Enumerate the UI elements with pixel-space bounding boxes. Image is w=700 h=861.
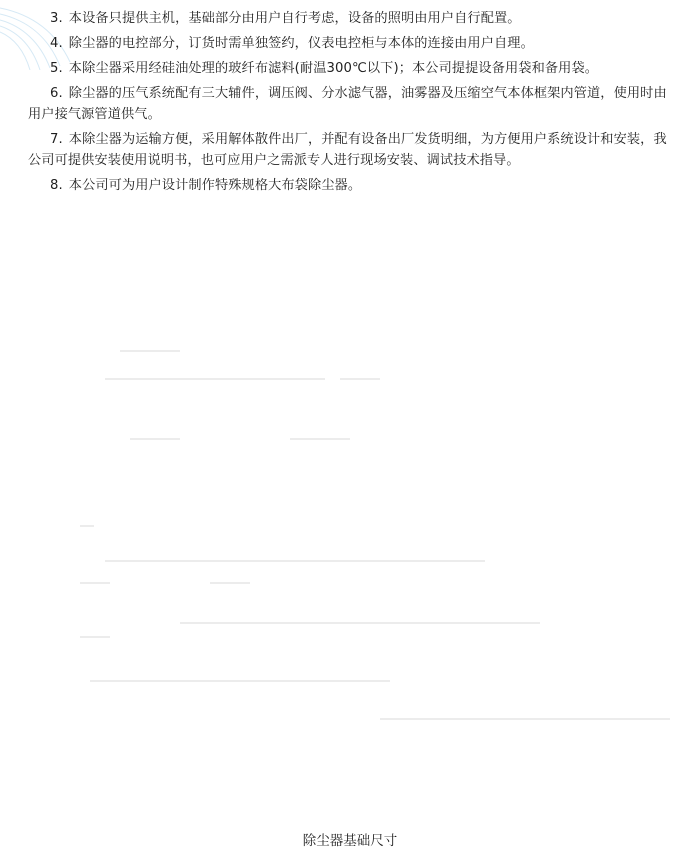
faint-line — [90, 680, 390, 682]
note-item — [28, 129, 678, 171]
faint-line — [105, 560, 485, 562]
note-item — [28, 175, 678, 196]
faint-line — [380, 718, 670, 720]
faint-line — [80, 582, 110, 584]
note-number: 8. — [50, 178, 63, 193]
note-number: 7. — [50, 132, 63, 147]
note-item — [28, 83, 678, 125]
faint-line — [80, 636, 110, 638]
note-text: 本除尘器采用经硅油处理的玻纤布滤料(耐温300℃以下)；本公司提提设备用袋和备用袋。 — [68, 61, 599, 76]
note-number: 4. — [50, 36, 63, 51]
note-item — [28, 8, 678, 29]
note-item — [28, 33, 678, 54]
note-item — [28, 58, 678, 79]
note-text: 本除尘器为运输方便，采用解体散件出厂，并配有设备出厂发货明细，为方便用户系统设计和安装，我公司可提供安装使用说明书，也可应用户之需派专人进行现场安装、调试技术指导。 — [28, 132, 667, 168]
faint-line — [290, 438, 350, 440]
note-text: 除尘器的压气系统配有三大辅件，调压阀、分水滤气器，油雾器及压缩空气本体框架内管道，使用时由用户接气源管道供气。 — [28, 86, 667, 122]
faint-line — [340, 378, 380, 380]
faint-line — [180, 622, 540, 624]
faded-foundation-drawing — [60, 320, 660, 800]
note-text: 本设备只提供主机，基础部分由用户自行考虑，设备的照明由用户自行配置。 — [68, 11, 521, 26]
figure-caption: 除尘器基础尺寸 — [302, 833, 398, 849]
notes-list — [28, 8, 678, 200]
note-text: 本公司可为用户设计制作特殊规格大布袋除尘器。 — [68, 178, 362, 193]
note-number: 6. — [50, 86, 63, 101]
note-text: 除尘器的电控部分，订货时需单独签约，仪表电控柜与本体的连接由用户自理。 — [68, 36, 534, 51]
faint-line — [130, 438, 180, 440]
faint-line — [105, 378, 325, 380]
faint-line — [80, 525, 94, 527]
note-number: 3. — [50, 11, 63, 26]
faint-line — [120, 350, 180, 352]
faint-line — [210, 582, 250, 584]
note-number: 5. — [50, 61, 63, 76]
